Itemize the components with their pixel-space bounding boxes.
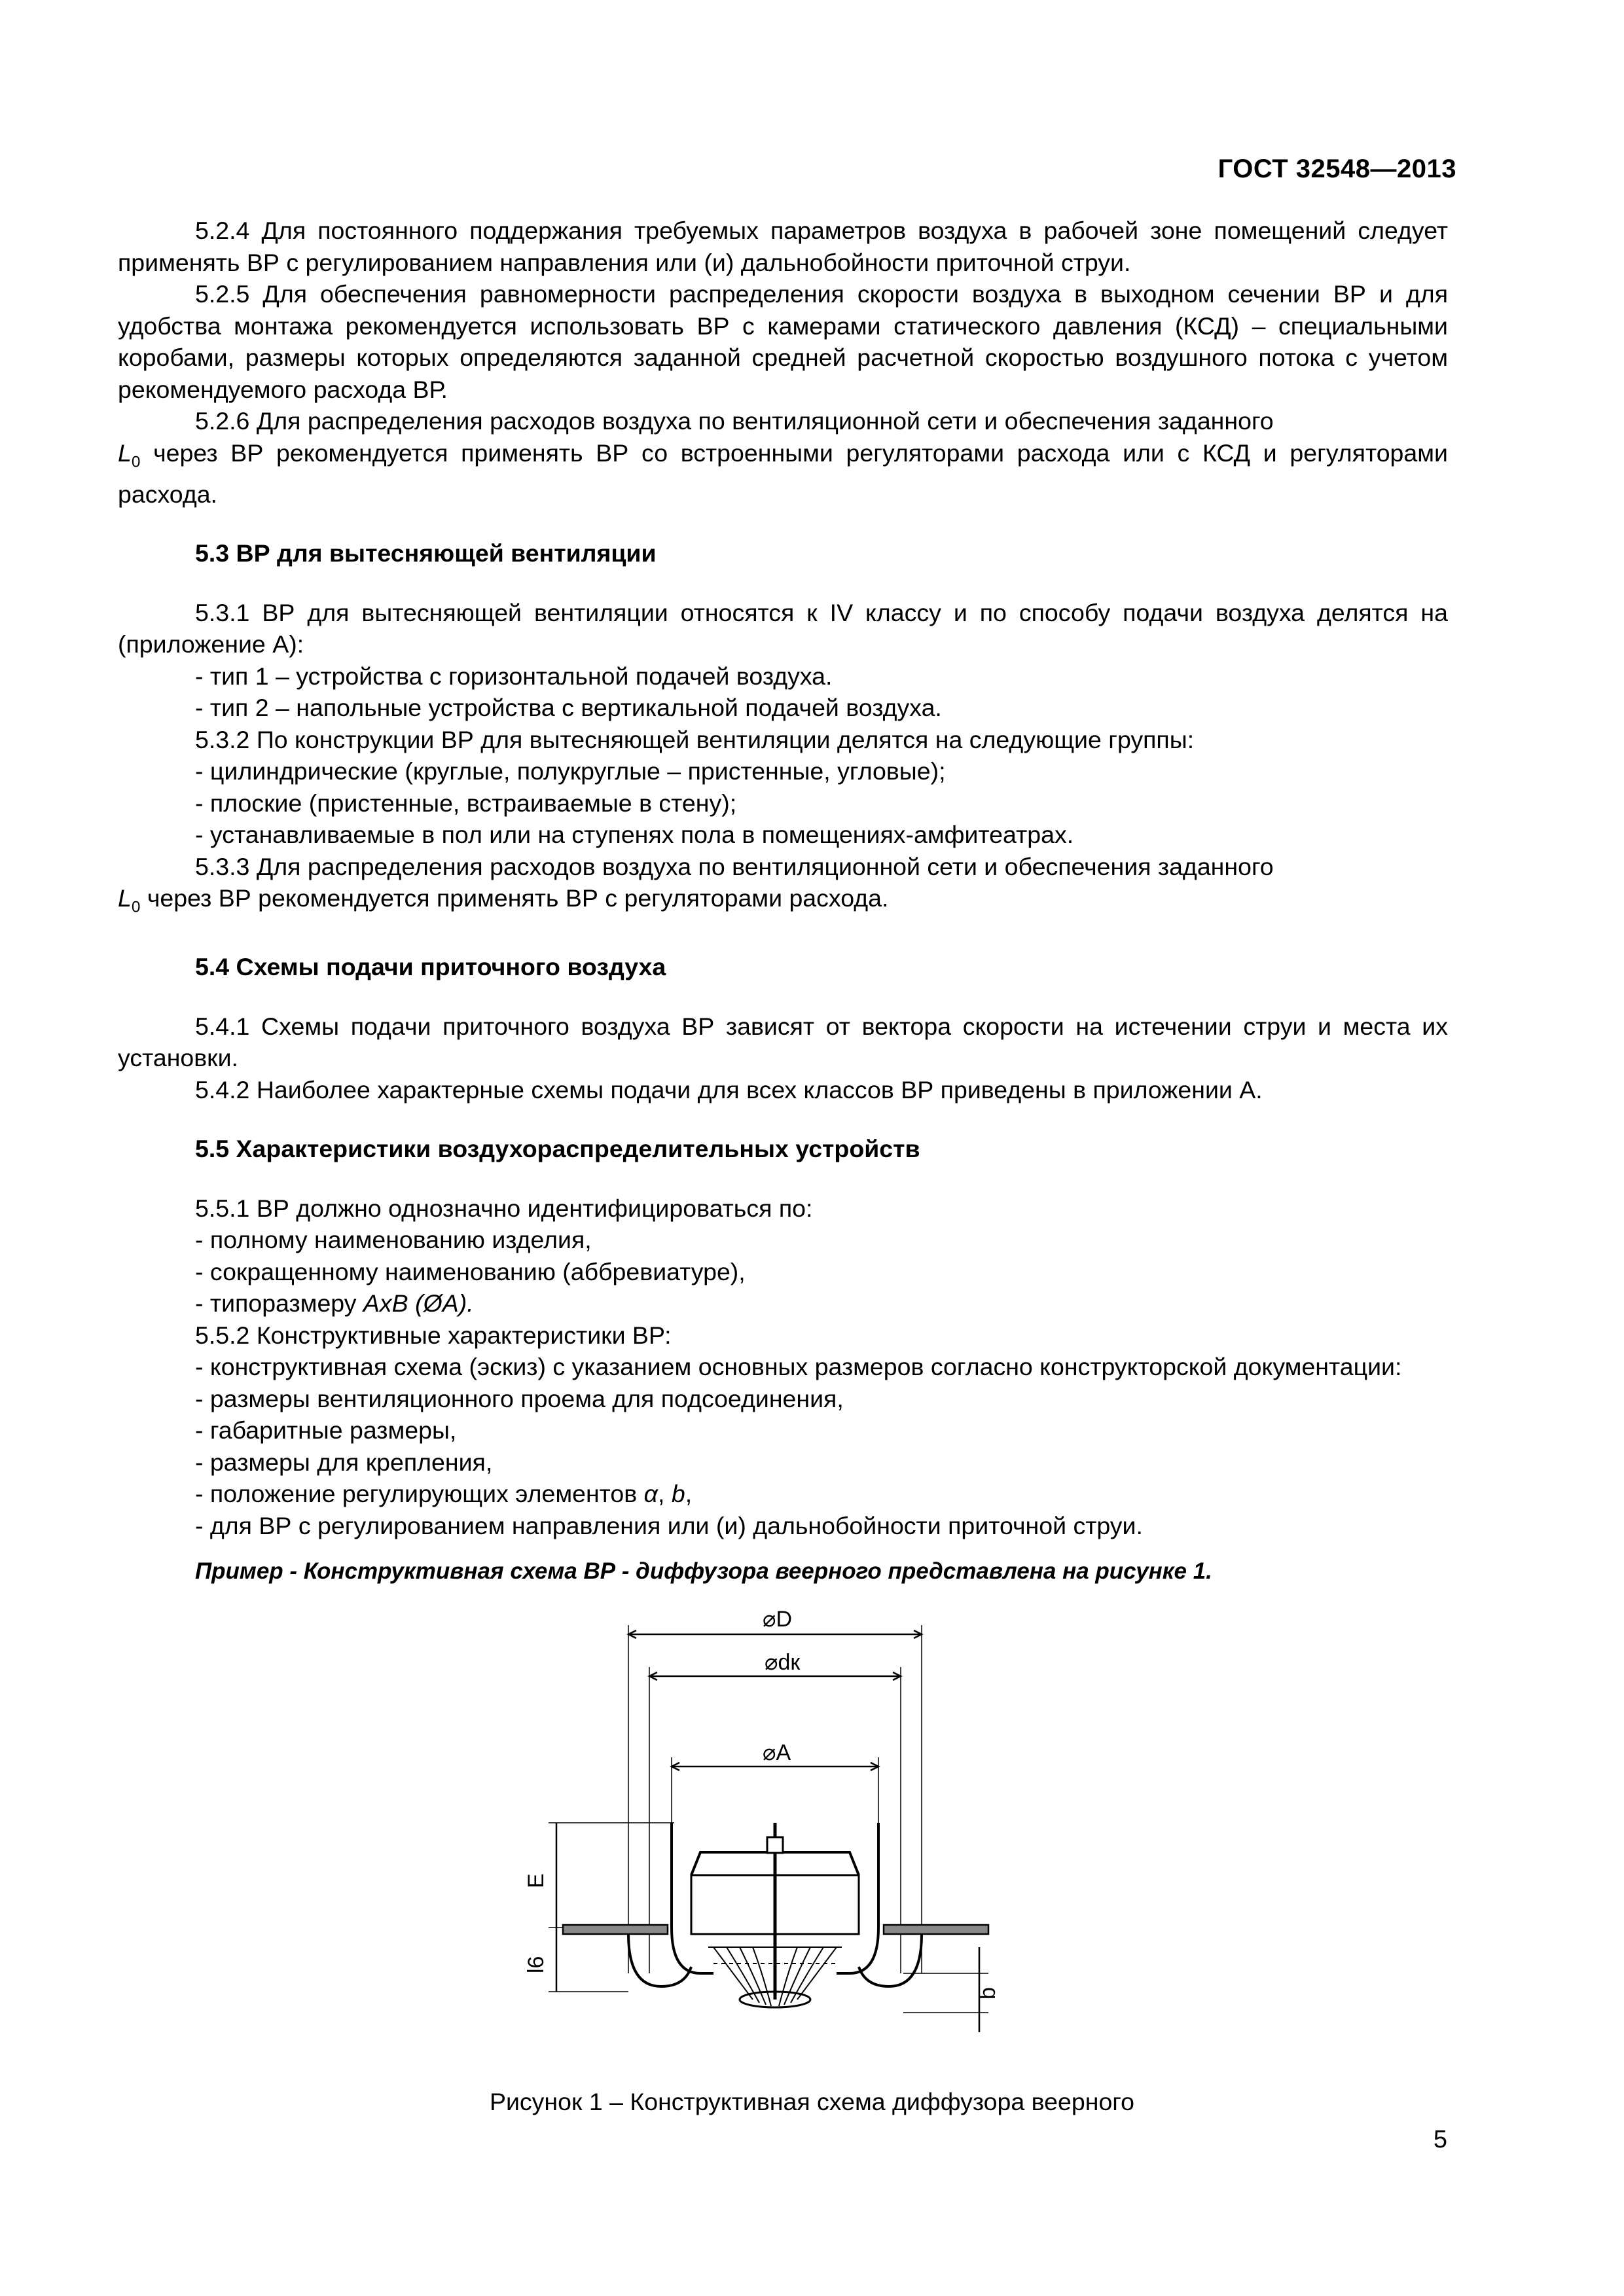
list-item-text: - положение регулирующих элементов bbox=[195, 1480, 644, 1507]
paragraph-text: через ВР рекомендуется применять ВР со встроенными регуляторами расхода или с КСД и регуляторами расхода. bbox=[118, 439, 1448, 508]
variable-subscript: 0 bbox=[131, 898, 141, 916]
list-item: - цилиндрические (круглые, полукруглые – пристенные, угловые); bbox=[195, 757, 946, 785]
variable-l: L bbox=[118, 884, 132, 912]
paragraph-5-2-5: 5.2.5 Для обеспечения равномерности распределения скорости воздуха в выходном сечении ВР и для удобства монтажа рекомендуется использовать ВР с камерами статического давления (КСД) – специальными коробами, размеры которых определяются заданной средней расчетной скоростью воздушного потока с учетом рекомендуемого расхода ВР. bbox=[118, 280, 1448, 403]
separator: , bbox=[658, 1480, 672, 1507]
paragraph-5-2-4: 5.2.4 Для постоянного поддержания требуемых параметров воздуха в рабочей зоне помещений следует применять ВР с регулированием направления или (и) дальнобойности приточной струи. bbox=[118, 217, 1448, 276]
paragraph-5-3-1: 5.3.1 ВР для вытесняющей вентиляции относятся к IV классу и по способу подачи воздуха делятся на (приложение А): bbox=[118, 598, 1448, 658]
figure-caption: Рисунок 1 – Конструктивная схема диффузора веерного bbox=[489, 2088, 1135, 2115]
label-b: b bbox=[975, 1987, 1000, 2000]
section-heading-5-3: 5.3 ВР для вытесняющей вентиляции bbox=[195, 539, 657, 567]
housing-right bbox=[837, 1823, 878, 1973]
figure-diffuser-scheme bbox=[524, 1607, 1000, 2065]
list-item: - для ВР с регулированием направления или (и) дальнобойности приточной струи. bbox=[195, 1511, 1143, 1539]
ceiling-slab-left bbox=[563, 1925, 668, 1934]
label-l6: l6 bbox=[524, 1956, 549, 1973]
variable-b: b bbox=[671, 1480, 685, 1507]
label-d: ⌀D bbox=[763, 1607, 793, 1632]
list-item: - сокращенному наименованию (аббревиатуре), bbox=[195, 1257, 746, 1285]
list-item: - полному наименованию изделия, bbox=[195, 1226, 592, 1253]
variable-alpha: α bbox=[643, 1480, 659, 1507]
document-code: ГОСТ 32548—2013 bbox=[1218, 154, 1456, 183]
paragraph-5-4-1: 5.4.1 Схемы подачи приточного воздуха ВР зависят от вектора скорости на истечении струи и места их установки. bbox=[118, 1012, 1448, 1071]
paragraph-text: 5.2.6 Для распределения расходов воздуха по вентиляционной сети и обеспечения заданного bbox=[195, 407, 1274, 435]
paragraph-5-4-2: 5.4.2 Наиболее характерные схемы подачи для всех классов ВР приведены в приложении А. bbox=[195, 1075, 1263, 1103]
paragraph-5-5-1: 5.5.1 ВР должно однозначно идентифицироваться по: bbox=[195, 1194, 813, 1222]
list-item: - конструктивная схема (эскиз) с указанием основных размеров согласно конструкторской документации: bbox=[195, 1353, 1402, 1380]
housing-left bbox=[672, 1823, 713, 1973]
paragraph-5-3-3 bbox=[118, 851, 1448, 924]
ceiling-slab-right bbox=[884, 1925, 988, 1934]
list-item: - устанавливаемые в пол или на ступенях пола в помещениях-амфитеатрах. bbox=[195, 821, 1074, 848]
list-item: - размеры вентиляционного проема для подсоединения, bbox=[195, 1384, 844, 1412]
diffuser-drawing bbox=[524, 1607, 1000, 2065]
list-item bbox=[118, 1287, 1448, 1319]
label-dk: ⌀dк bbox=[765, 1650, 801, 1675]
list-item: - тип 2 – напольные устройства с вертикальной подачей воздуха. bbox=[195, 694, 942, 721]
label-a: ⌀A bbox=[763, 1740, 791, 1765]
list-item: - тип 1 – устройства с горизонтальной подачей воздуха. bbox=[195, 662, 833, 690]
variable-l: L bbox=[118, 439, 132, 467]
list-item: - плоские (пристенные, встраиваемые в стену); bbox=[195, 789, 737, 817]
size-notation: АхВ (ØА). bbox=[363, 1289, 474, 1317]
body-text bbox=[118, 215, 1448, 1588]
label-e: E bbox=[524, 1873, 549, 1888]
paragraph-text: 5.3.3 Для распределения расходов воздуха по вентиляционной сети и обеспечения заданного bbox=[195, 852, 1274, 880]
list-end: , bbox=[685, 1480, 693, 1507]
paragraph-5-3-2: 5.3.2 По конструкции ВР для вытесняющей вентиляции делятся на следующие группы: bbox=[195, 725, 1195, 753]
list-item: - габаритные размеры, bbox=[195, 1416, 457, 1444]
list-item: - размеры для крепления, bbox=[195, 1448, 493, 1476]
list-item bbox=[118, 1478, 1448, 1510]
example-note: Пример - Конструктивная схема ВР - диффузора веерного представлена на рисунке 1. bbox=[195, 1558, 1212, 1584]
section-heading-5-5: 5.5 Характеристики воздухораспределительных устройств bbox=[195, 1135, 920, 1162]
paragraph-5-5-2: 5.5.2 Конструктивные характеристики ВР: bbox=[195, 1321, 672, 1349]
outer-ring-right bbox=[859, 1934, 922, 1986]
outer-ring-left bbox=[628, 1934, 691, 1986]
section-heading-5-4: 5.4 Схемы подачи приточного воздуха bbox=[195, 953, 666, 980]
paragraph-5-2-6 bbox=[118, 405, 1448, 510]
page-number: 5 bbox=[1433, 2126, 1447, 2153]
paragraph-text: через ВР рекомендуется применять ВР с регуляторами расхода. bbox=[140, 884, 889, 912]
variable-subscript: 0 bbox=[131, 453, 141, 471]
list-item-text: - типоразмеру bbox=[195, 1289, 363, 1317]
